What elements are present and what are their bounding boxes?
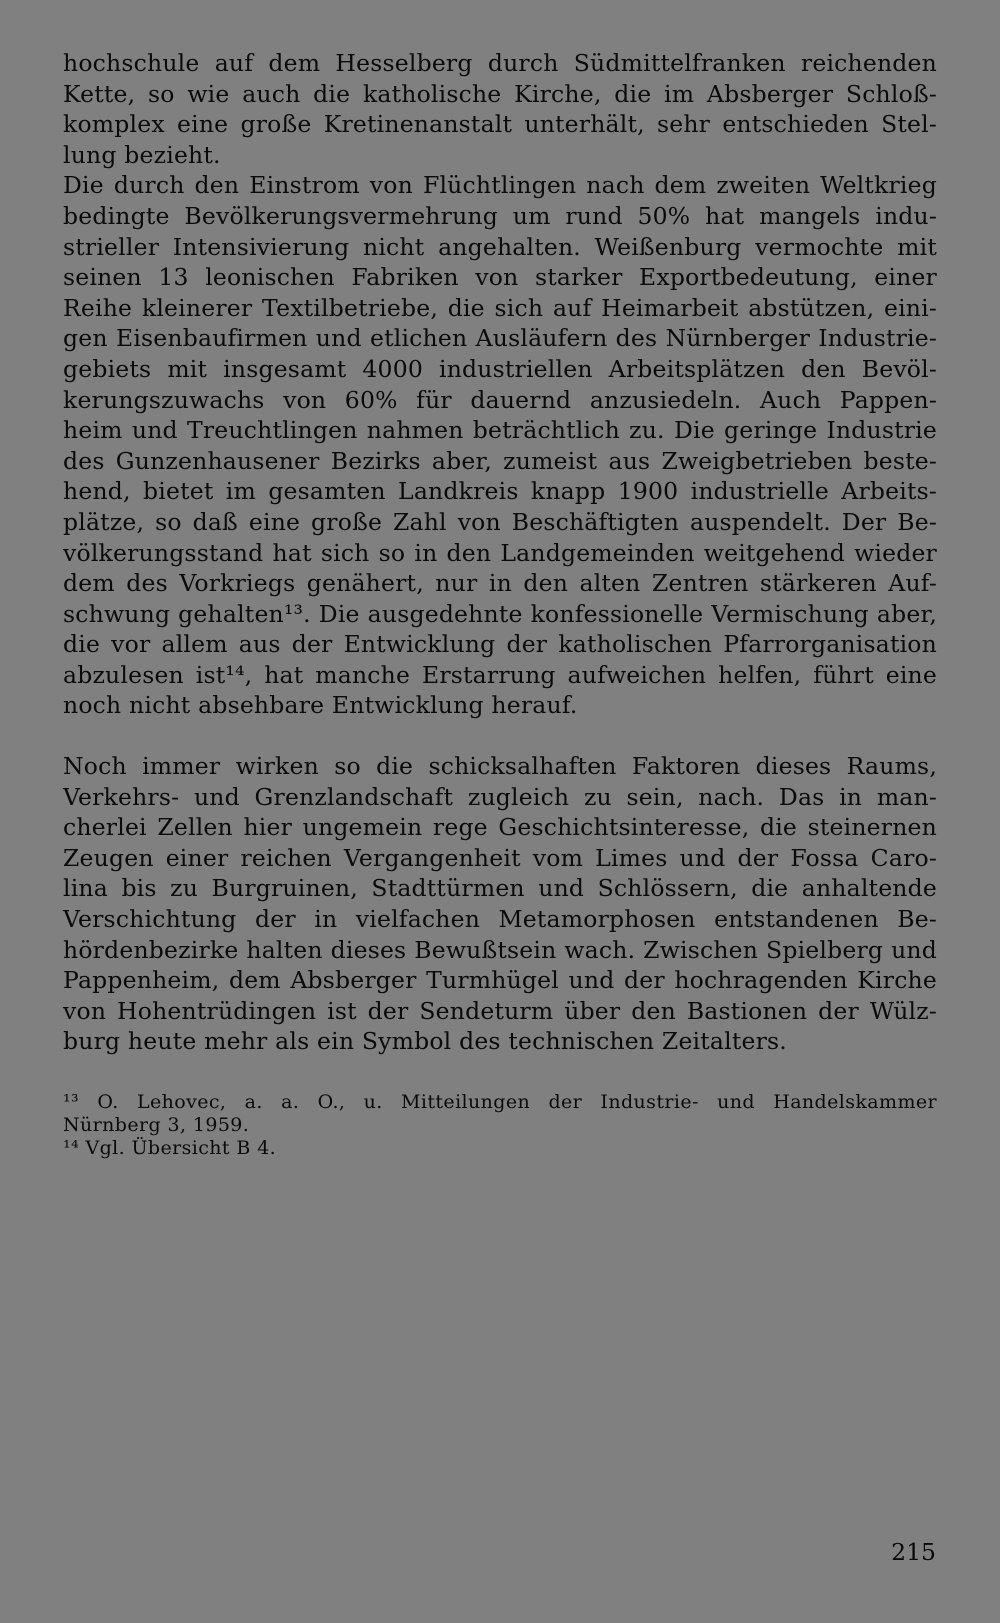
text-line: bedingte Bevölkerungsvermehrung um rund 50% hat mangels indu-	[63, 201, 937, 230]
text-line: strieller Intensivierung nicht angehalten. Weißenburg vermochte mit	[63, 232, 937, 261]
text-line: lina bis zu Burgruinen, Stadttürmen und Schlössern, die anhaltende	[63, 874, 937, 903]
page-number: 215	[891, 1538, 936, 1566]
paragraph-population	[63, 170, 937, 721]
text-line: kerungszuwachs von 60% für dauernd anzusiedeln. Auch Pappen-	[63, 385, 937, 414]
footnote-13: ¹³ O. Lehovec, a. a. O., u. Mitteilungen der Industrie- und Handelskammer	[63, 1091, 937, 1113]
text-line: Noch immer wirken so die schicksalhaften Faktoren dieses Raums,	[63, 752, 937, 780]
text-line: gen Eisenbaufirmen und etlichen Ausläufern des Nürnberger Industrie-	[63, 324, 937, 353]
text-line: schwung gehalten¹³. Die ausgedehnte konfessionelle Vermischung aber,	[63, 599, 937, 628]
text-line: Verschichtung der in vielfachen Metamorphosen entstandenen Be-	[63, 904, 937, 933]
text-line: Zeugen einer reichen Vergangenheit vom Limes und der Fossa Caro-	[63, 843, 937, 872]
text-line: seinen 13 leonischen Fabriken von starker Exportbedeutung, einer	[63, 263, 937, 292]
text-line: hend, bietet im gesamten Landkreis knapp 1900 industrielle Arbeits-	[63, 477, 937, 506]
text-line: burg heute mehr als ein Symbol des technischen Zeitalters.	[63, 1027, 787, 1056]
text-line: die vor allem aus der Entwicklung der katholischen Pfarrorganisation	[63, 630, 937, 659]
text-line: völkerungsstand hat sich so in den Landgemeinden weitgehend wieder	[63, 538, 937, 567]
text-line: lung bezieht.	[63, 140, 221, 169]
text-line: Kette, so wie auch die katholische Kirche, die im Absberger Schloß-	[63, 79, 937, 108]
text-line: des Gunzenhausener Bezirks aber, zumeist aus Zweigbetrieben beste-	[63, 446, 937, 475]
text-line: hördenbezirke halten dieses Bewußtsein wach. Zwischen Spielberg und	[63, 935, 937, 964]
text-line: Die durch den Einstrom von Flüchtlingen nach dem zweiten Weltkrieg	[63, 171, 937, 200]
text-line: abzulesen ist¹⁴, hat manche Erstarrung aufweichen helfen, führt eine	[63, 660, 937, 689]
paragraph-continuation	[63, 48, 937, 170]
footnote-14: ¹⁴ Vgl. Übersicht B 4.	[63, 1137, 277, 1159]
text-line: plätze, so daß eine große Zahl von Beschäftigten auspendelt. Der Be-	[63, 507, 937, 536]
text-line: cherlei Zellen hier ungemein rege Geschichtsinteresse, die steinernen	[63, 813, 937, 842]
footnote-13-continuation: Nürnberg 3, 1959.	[63, 1114, 250, 1136]
text-line: von Hohentrüdingen ist der Sendeturm über den Bastionen der Wülz-	[63, 996, 937, 1025]
text-line: Reihe kleinerer Textilbetriebe, die sich auf Heimarbeit abstützen, eini-	[63, 293, 937, 322]
text-line: komplex eine große Kretinenanstalt unterhält, sehr entschieden Stel-	[63, 110, 937, 139]
text-line: noch nicht absehbare Entwicklung herauf.	[63, 691, 578, 720]
text-line: hochschule auf dem Hesselberg durch Südmittelfranken reichenden	[63, 49, 937, 77]
text-line: gebiets mit insgesamt 4000 industriellen Arbeitsplätzen den Bevöl-	[63, 354, 937, 383]
text-line: Pappenheim, dem Absberger Turmhügel und der hochragenden Kirche	[63, 966, 937, 995]
text-line: heim und Treuchtlingen nahmen beträchtlich zu. Die geringe Industrie	[63, 416, 937, 445]
text-line: dem des Vorkriegs genähert, nur in den alten Zentren stärkeren Auf-	[63, 569, 937, 598]
text-line: Verkehrs- und Grenzlandschaft zugleich zu sein, nach. Das in man-	[63, 782, 937, 811]
footnotes	[63, 1091, 937, 1160]
paragraph-conclusion	[63, 751, 937, 1057]
